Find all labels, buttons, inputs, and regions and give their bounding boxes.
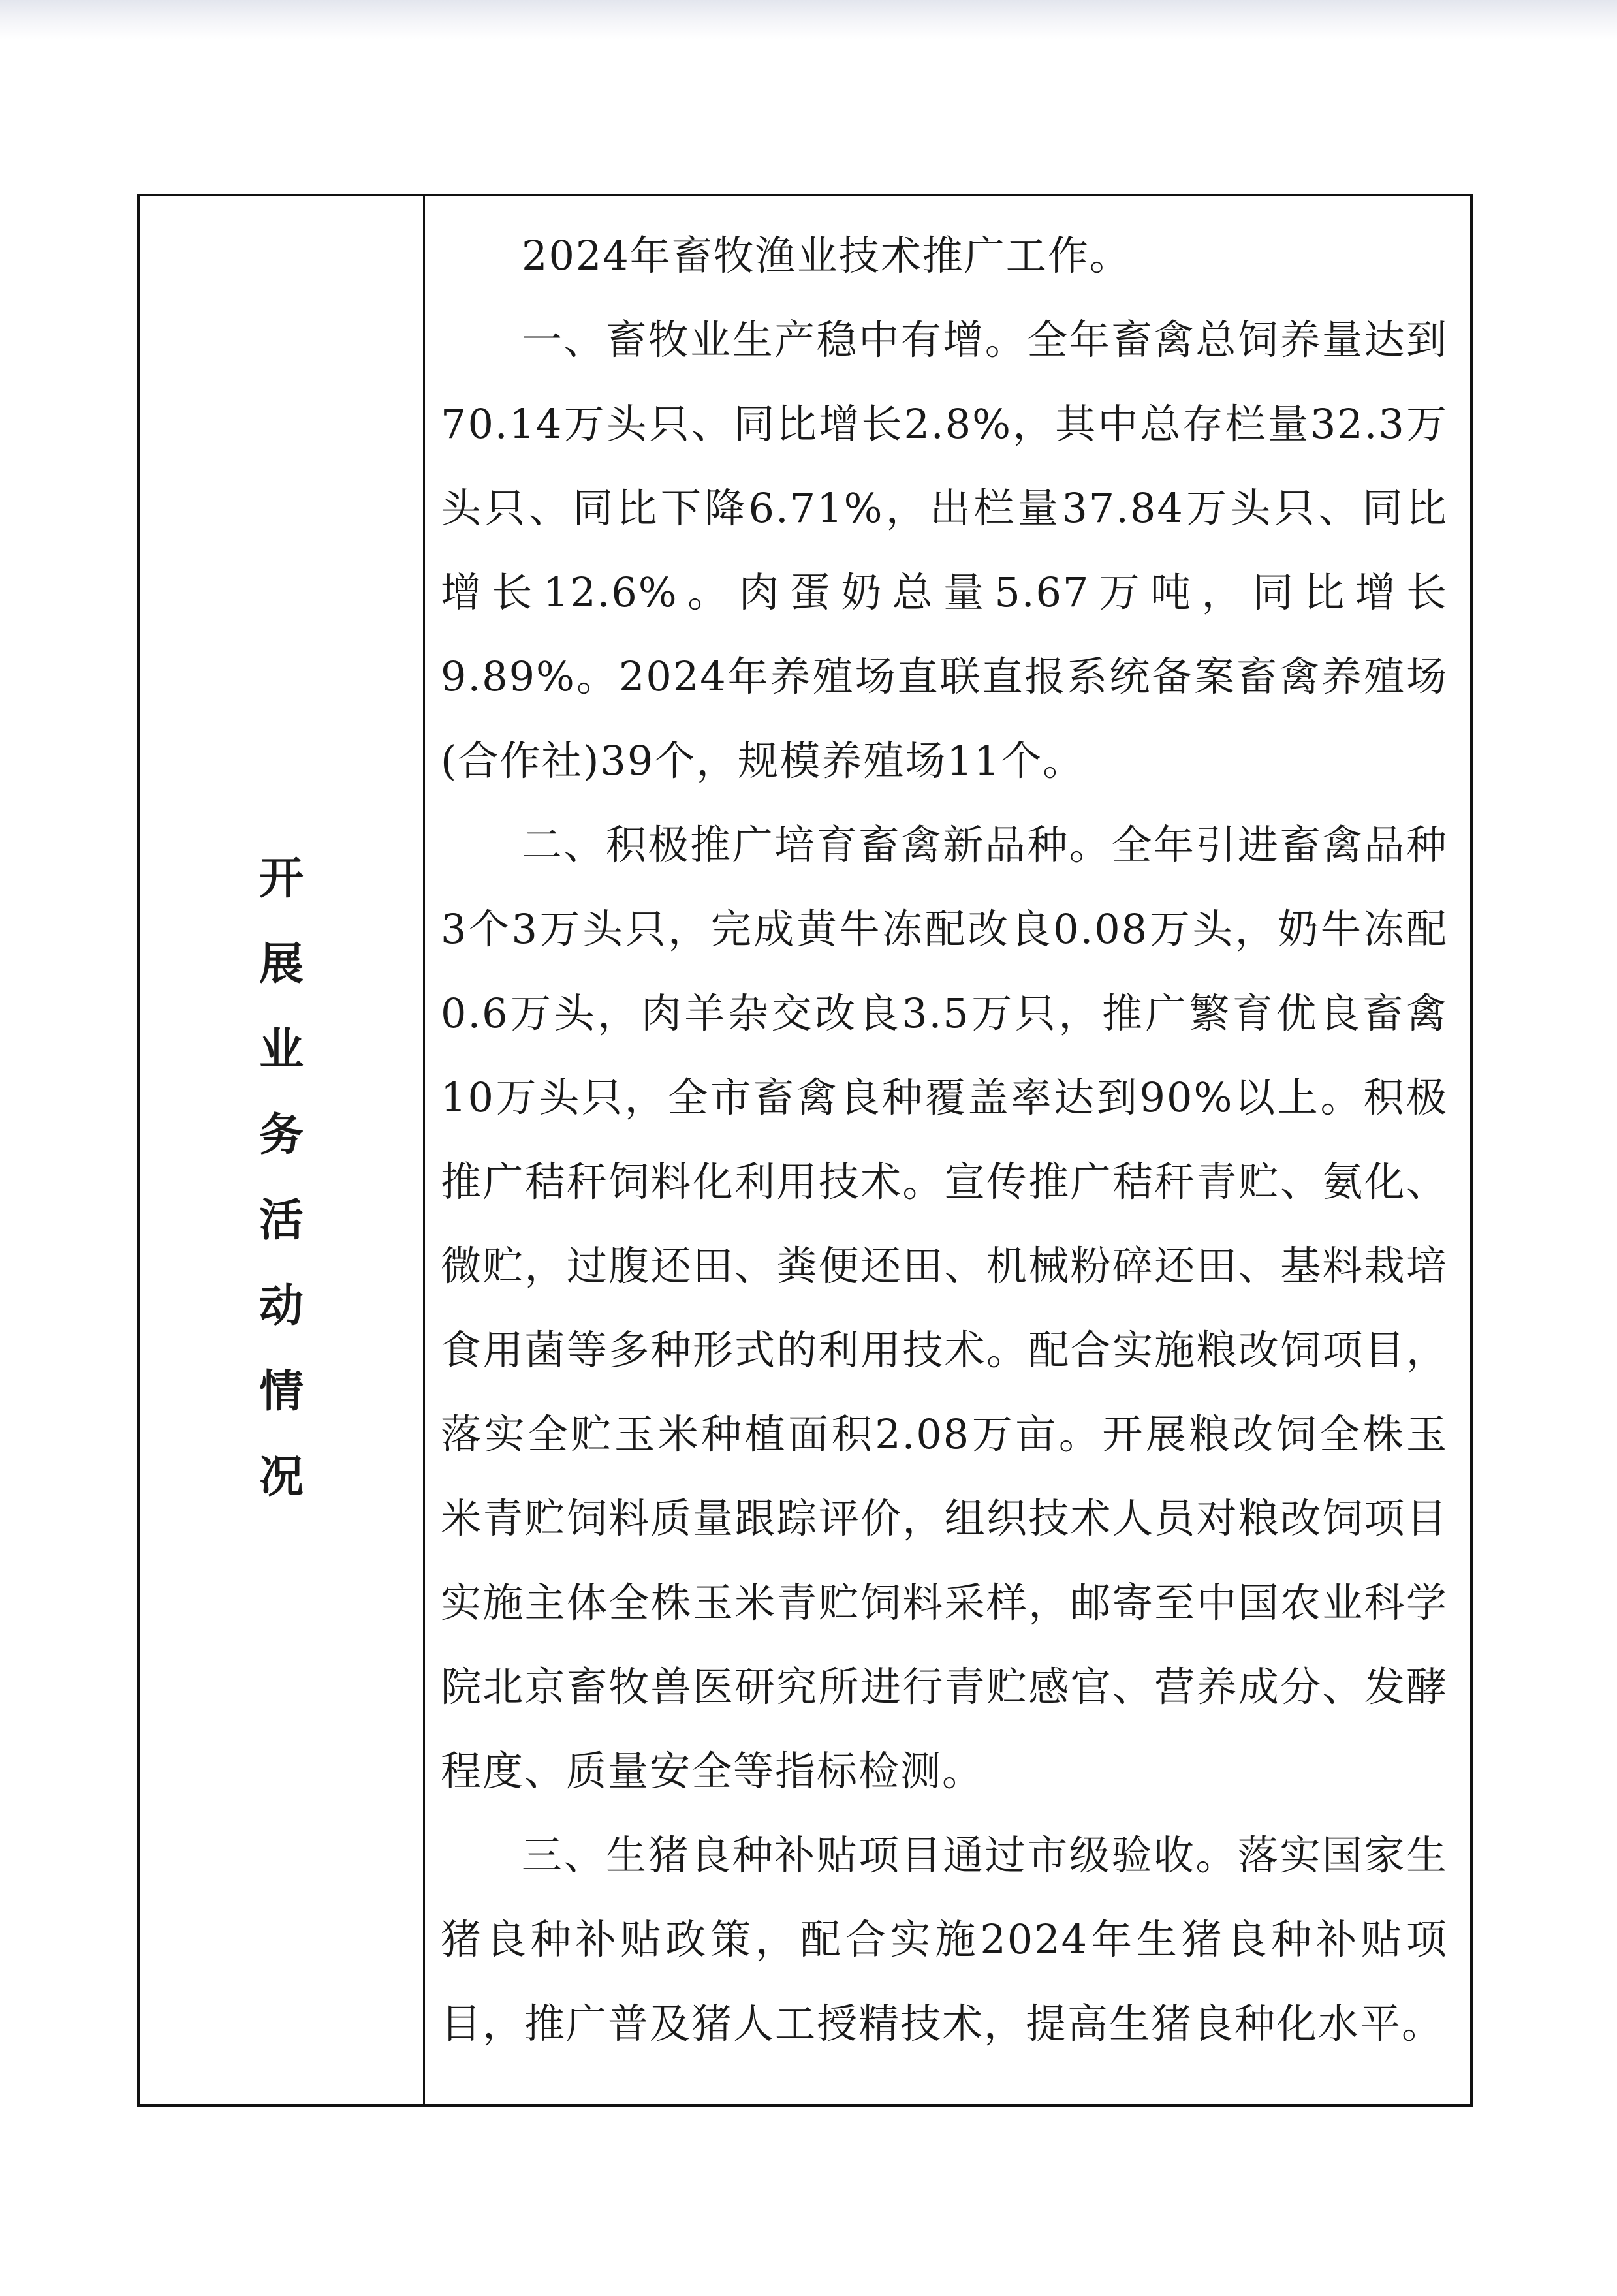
label-char: 展 [259, 938, 304, 990]
label-char: 业 [259, 1023, 304, 1076]
label-char: 活 [259, 1194, 304, 1247]
label-char: 务 [259, 1109, 304, 1161]
content-cell [425, 196, 1470, 2104]
paragraph-pig-subsidy: 三、生猪良种补贴项目通过市级验收。落实国家生猪良种补贴政策，配合实施2024年生猪良种补贴项目，推广普及猪人工授精技术，提高生猪良种化水平。 [441, 1831, 1448, 2047]
label-char: 开 [259, 852, 304, 905]
intro-line: 2024年畜牧渔业技术推广工作。 [522, 232, 1131, 279]
scan-edge [0, 0, 1617, 39]
form-table [137, 194, 1473, 2107]
label-char: 况 [259, 1451, 304, 1503]
label-char: 动 [259, 1280, 304, 1332]
section-label-cell [140, 196, 425, 2104]
section-label [140, 836, 423, 1520]
paragraph-new-breeds: 二、积极推广培育畜禽新品种。全年引进畜禽品种3个3万头只，完成黄牛冻配改良0.08万头，奶牛冻配0.6万头，肉羊杂交改良3.5万只，推广繁育优良畜禽10万头只，全市畜禽良种覆盖率达到90%以上。积极推广秸秆饲料化利用技术。宣传推广秸秆青贮、氨化、微贮，过腹还田、粪便还田、机械粉碎还田、基料栽培食用菌等多种形式的利用技术。配合实施粮改饲项目，落实全贮玉米种植面积2.08万亩。开展粮改饲全株玉米青贮饲料质量跟踪评价，组织技术人员对粮改饲项目实施主体全株玉米青贮饲料采样，邮寄至中国农业科学院北京畜牧兽医研究所进行青贮感官、营养成分、发酵程度、质量安全等指标检测。 [441, 821, 1448, 1795]
paragraph-livestock-production: 一、畜牧业生产稳中有增。全年畜禽总饲养量达到70.14万头只、同比增长2.8%，其中总存栏量32.3万头只、同比下降6.71%，出栏量37.84万头只、同比增长12.6%。肉蛋奶总量5.67万吨，同比增长9.89%。2024年养殖场直联直报系统备案畜禽养殖场(合作社)39个，规模养殖场11个。 [441, 316, 1448, 784]
label-char: 情 [259, 1365, 304, 1418]
